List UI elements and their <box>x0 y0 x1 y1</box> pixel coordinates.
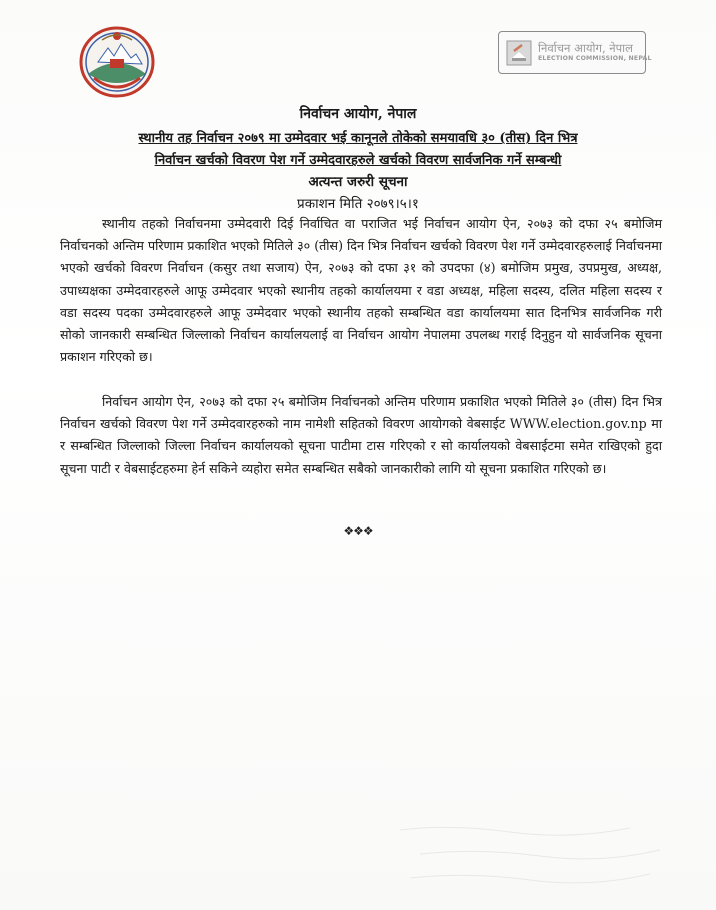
election-commission-logo <box>498 31 652 74</box>
paper-show-through <box>390 820 690 900</box>
publication-date: प्रकाशन मिति २०७९।५।१ <box>297 196 419 212</box>
ballot-box-icon <box>506 40 532 66</box>
notice-paragraph-2: निर्वाचन आयोग ऐन, २०७३ को दफा २५ बमोजिम निर्वाचनको अन्तिम परिणाम प्रकाशित भएको मितिले ३० (तीस) दिन भित्र निर्वाचन खर्चको विवरण पेश गर्ने उम्मेदवारहरुको नाम नामेशी सहितको विवरण आयोगको वेबसाईट WWW.election.gov.np मा र सम्बन्धित जिल्लाको जिल्ला निर्वाचन कार्यालयको सूचना पाटीमा टास गरिएको र सो कार्यालयको वेबसाईटमा समेत राखिएको हुदा सूचना पाटी र वेबसाईटहरुमा हेर्न सकिने व्यहोरा समेत सम्बन्धित सबैको जानकारीको लागि यो सूचना प्रकाशित गरिएको छ। <box>60 394 662 476</box>
nepal-government-emblem-icon <box>76 22 158 100</box>
commission-name-english: ELECTION COMMISSION, NEPAL <box>538 55 652 63</box>
subject-line-1: स्थानीय तह निर्वाचन २०७९ मा उम्मेदवार भई कानूनले तोकेको समयावधि ३० (तीस) दिन भित्र <box>138 131 578 146</box>
end-ornament: ❖❖❖ <box>343 524 373 538</box>
organization-title: निर्वाचन आयोग, नेपाल <box>299 106 417 122</box>
notice-paragraph-1: स्थानीय तहको निर्वाचनमा उम्मेदवारी दिई निर्वाचित वा पराजित भई निर्वाचन आयोग ऐन, २०७३ को दफा २५ बमोजिम निर्वाचनको अन्तिम परिणाम प्रकाशित भएको मितिले ३० (तीस) दिन भित्र निर्वाचन खर्चको विवरण पेश गर्ने उम्मेदवारहरुलाई निर्वाचनमा भएको खर्चको विवरण निर्वाचन (कसुर तथा सजाय) ऐन, २०७३ को दफा ३१ को उपदफा (४) बमोजिम प्रमुख, उपप्रमुख, अध्यक्ष, उपाध्यक्षका उम्मेदवारहरुले आफू उम्मेदवार भएको स्थानीय तहको कार्यालयमा र वडा अध्यक्ष, महिला सदस्य, दलित महिला सदस्य र वडा सदस्य पदका उम्मेदवारहरुले आफू उम्मेदवार भएको स्थानीय तहको सम्बन्धित वडा कार्यालयमा सात दिनभित्र सार्वजनिक गरी सोको जानकारी सम्बन्धित जिल्लाको निर्वाचन कार्यालयलाई वा निर्वाचन आयोग नेपालमा उपलब्ध गराई दिनुहुन यो सार्वजनिक सूचना प्रकाशन गरिएको छ। <box>60 216 662 365</box>
subject-line-2: निर्वाचन खर्चको विवरण पेश गर्ने उम्मेदवारहरुले खर्चको विवरण सार्वजनिक गर्ने सम्बन्धी <box>154 153 562 168</box>
urgent-notice-label: अत्यन्त जरुरी सूचना <box>308 174 408 190</box>
commission-name-nepali: निर्वाचन आयोग, नेपाल <box>538 41 633 56</box>
